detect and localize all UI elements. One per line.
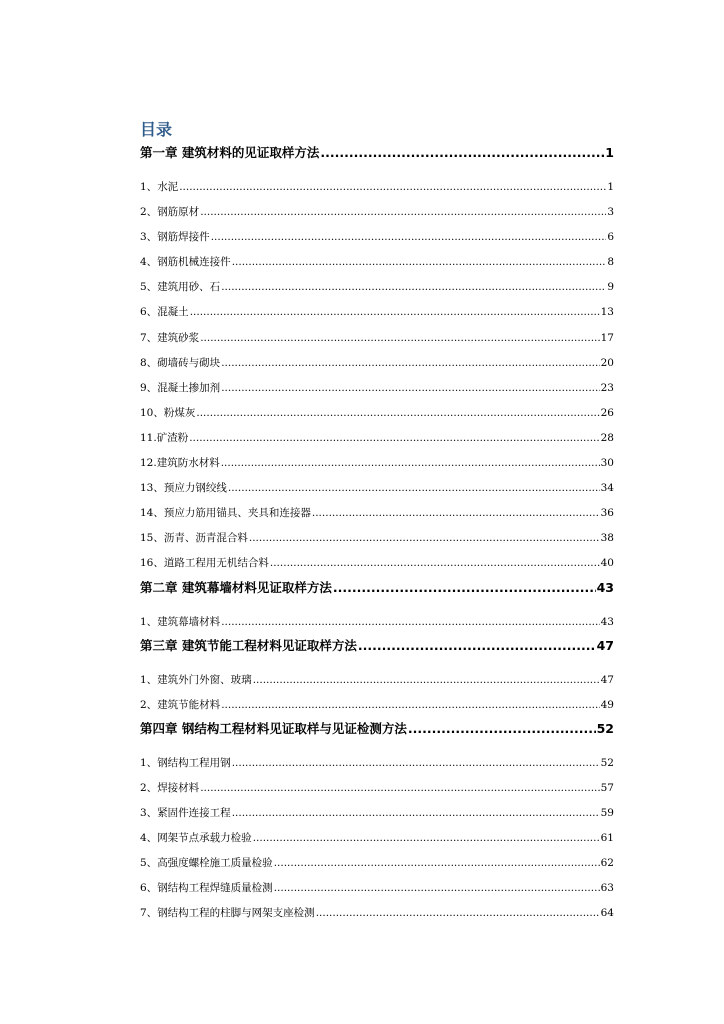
section-title: 焊接材料 bbox=[157, 781, 200, 794]
section-number: 10、 bbox=[140, 406, 164, 419]
section-label bbox=[140, 751, 231, 776]
section-title: 砌墙砖与砌块 bbox=[157, 356, 221, 369]
section-page-number: 61 bbox=[600, 832, 614, 845]
section-number: 1、 bbox=[140, 181, 158, 193]
dot-leader bbox=[270, 551, 600, 576]
toc-section-entry[interactable] bbox=[140, 801, 614, 826]
dot-leader bbox=[253, 826, 600, 851]
section-title: 建筑砂浆 bbox=[157, 331, 200, 344]
dot-leader bbox=[189, 426, 599, 451]
toc-chapter-entry[interactable] bbox=[140, 577, 614, 599]
section-label bbox=[140, 426, 188, 451]
dot-leader bbox=[200, 326, 599, 351]
section-title: 道路工程用无机结合料 bbox=[163, 557, 269, 570]
section-page-number: 20 bbox=[600, 356, 614, 369]
dot-leader bbox=[211, 225, 607, 250]
toc-section-entry[interactable] bbox=[140, 901, 614, 926]
section-page-number: 63 bbox=[600, 882, 614, 895]
dot-leader bbox=[232, 250, 607, 275]
toc-section-entry[interactable] bbox=[140, 501, 614, 526]
section-page-number: 49 bbox=[600, 698, 614, 711]
section-number: 16、 bbox=[140, 557, 164, 570]
section-page-number: 36 bbox=[600, 507, 614, 520]
section-number: 1、 bbox=[140, 673, 158, 686]
toc-title: 目录 bbox=[140, 120, 173, 139]
section-page-number: 57 bbox=[600, 781, 614, 794]
toc-section-entry[interactable] bbox=[140, 225, 614, 250]
toc-section-entry[interactable] bbox=[140, 326, 614, 351]
section-number: 13、 bbox=[140, 482, 164, 495]
section-title: 钢结构工程的柱脚与网架支座检测 bbox=[157, 907, 315, 920]
section-title: 建筑用砂、石 bbox=[157, 281, 221, 294]
section-label bbox=[140, 476, 227, 501]
dot-leader bbox=[274, 876, 600, 901]
toc-section-entry[interactable] bbox=[140, 476, 614, 501]
section-label bbox=[140, 175, 178, 200]
section-title: 沥青、沥青混合料 bbox=[163, 532, 248, 545]
section-number: 3、 bbox=[140, 231, 158, 244]
toc-section-entry[interactable] bbox=[140, 426, 614, 451]
dot-leader bbox=[221, 351, 599, 376]
dot-leader bbox=[358, 635, 596, 657]
section-label bbox=[140, 551, 269, 576]
section-number: 11. bbox=[140, 431, 157, 444]
section-number: 4、 bbox=[140, 832, 158, 845]
section-label bbox=[140, 776, 199, 801]
toc-section-entry[interactable] bbox=[140, 376, 614, 401]
section-page-number: 17 bbox=[600, 331, 614, 344]
section-page-number: 40 bbox=[600, 557, 614, 570]
section-title: 网架节点承载力检验 bbox=[157, 832, 252, 845]
section-label bbox=[140, 275, 220, 300]
dot-leader bbox=[200, 200, 606, 225]
toc-chapter-entry[interactable] bbox=[140, 142, 614, 164]
toc-section-entry[interactable] bbox=[140, 610, 614, 635]
section-number: 7、 bbox=[140, 331, 158, 344]
section-label bbox=[140, 326, 199, 351]
toc-section-entry[interactable] bbox=[140, 551, 614, 576]
section-label bbox=[140, 526, 248, 551]
section-title: 钢结构工程焊缝质量检测 bbox=[157, 882, 273, 895]
table-of-contents bbox=[140, 118, 614, 926]
section-label bbox=[140, 876, 273, 901]
section-title: 钢筋机械连接件 bbox=[157, 256, 231, 269]
section-title: 钢筋焊接件 bbox=[157, 231, 210, 244]
section-page-number: 38 bbox=[600, 532, 614, 545]
section-number: 5、 bbox=[140, 281, 158, 294]
dot-leader bbox=[232, 751, 600, 776]
section-number: 9、 bbox=[140, 381, 158, 394]
section-page-number: 1 bbox=[607, 181, 614, 193]
toc-section-entry[interactable] bbox=[140, 451, 614, 476]
toc-section-entry[interactable] bbox=[140, 751, 614, 776]
toc-section-entry[interactable] bbox=[140, 401, 614, 426]
section-label bbox=[140, 801, 231, 826]
dot-leader bbox=[179, 175, 606, 200]
chapter-page-number: 1 bbox=[605, 145, 614, 160]
dot-leader bbox=[333, 577, 596, 599]
chapter-page-number: 47 bbox=[596, 637, 614, 653]
section-title: 建筑幕墙材料 bbox=[157, 615, 221, 628]
section-label bbox=[140, 200, 199, 225]
section-page-number: 47 bbox=[600, 673, 614, 686]
section-title: 紧固件连接工程 bbox=[157, 806, 231, 819]
section-title: 建筑防水材料 bbox=[156, 457, 220, 470]
section-number: 12. bbox=[140, 457, 157, 470]
section-title: 混凝土 bbox=[157, 306, 189, 319]
section-page-number: 64 bbox=[600, 907, 614, 920]
section-number: 2、 bbox=[140, 206, 158, 219]
section-label bbox=[140, 501, 311, 526]
section-number: 6、 bbox=[140, 306, 158, 319]
section-number: 5、 bbox=[140, 857, 158, 870]
toc-section-entry[interactable] bbox=[140, 275, 614, 300]
section-label bbox=[140, 225, 210, 250]
section-label bbox=[140, 826, 252, 851]
chapter-title: 第四章 钢结构工程材料见证取样与见证检测方法 bbox=[140, 720, 407, 736]
dot-leader bbox=[196, 401, 599, 426]
section-title: 钢筋原材 bbox=[157, 206, 200, 219]
section-title: 建筑节能材料 bbox=[157, 698, 221, 711]
section-label bbox=[140, 693, 220, 718]
chapter-page-number: 43 bbox=[596, 579, 614, 595]
section-page-number: 8 bbox=[607, 256, 614, 269]
toc-section-entry[interactable] bbox=[140, 668, 614, 693]
section-label bbox=[140, 351, 220, 376]
section-page-number: 26 bbox=[600, 406, 614, 419]
section-number: 14、 bbox=[140, 507, 164, 520]
section-page-number: 43 bbox=[600, 615, 614, 628]
section-page-number: 52 bbox=[600, 756, 614, 769]
toc-section-entry[interactable] bbox=[140, 250, 614, 275]
toc-chapter-entry[interactable] bbox=[140, 635, 614, 657]
toc-section-entry[interactable] bbox=[140, 693, 614, 718]
section-label bbox=[140, 401, 195, 426]
chapter-title: 第二章 建筑幕墙材料见证取样方法 bbox=[140, 579, 332, 595]
section-title: 预应力钢绞线 bbox=[163, 482, 227, 495]
section-title: 矿渣粉 bbox=[156, 431, 189, 444]
section-number: 4、 bbox=[140, 256, 158, 269]
chapter-page-number: 52 bbox=[596, 720, 614, 736]
section-label bbox=[140, 376, 220, 401]
toc-chapter-entry[interactable] bbox=[140, 718, 614, 740]
section-number: 7、 bbox=[140, 907, 158, 920]
section-label bbox=[140, 300, 189, 325]
dot-leader bbox=[221, 451, 600, 476]
section-title: 水泥 bbox=[157, 181, 179, 193]
section-number: 2、 bbox=[140, 698, 158, 711]
section-number: 2、 bbox=[140, 781, 158, 794]
section-number: 1、 bbox=[140, 756, 158, 769]
toc-section-entry[interactable] bbox=[140, 200, 614, 225]
toc-section-entry[interactable] bbox=[140, 826, 614, 851]
dot-leader bbox=[408, 718, 596, 740]
section-page-number: 62 bbox=[600, 857, 614, 870]
section-page-number: 34 bbox=[600, 482, 614, 495]
section-number: 3、 bbox=[140, 806, 158, 819]
section-title: 建筑外门外窗、玻璃 bbox=[157, 673, 252, 686]
dot-leader bbox=[190, 300, 600, 325]
chapter-title: 第三章 建筑节能工程材料见证取样方法 bbox=[140, 637, 357, 653]
toc-section-entry[interactable] bbox=[140, 351, 614, 376]
toc-section-entry[interactable] bbox=[140, 175, 614, 200]
section-page-number: 28 bbox=[600, 431, 614, 444]
section-label bbox=[140, 451, 220, 476]
section-label bbox=[140, 610, 220, 635]
dot-leader bbox=[312, 501, 600, 526]
section-number: 1、 bbox=[140, 615, 158, 628]
section-label bbox=[140, 668, 252, 693]
toc-section-entry[interactable] bbox=[140, 876, 614, 901]
section-page-number: 6 bbox=[607, 231, 614, 244]
dot-leader bbox=[221, 376, 599, 401]
section-number: 8、 bbox=[140, 356, 158, 369]
section-page-number: 30 bbox=[600, 457, 614, 470]
toc-section-entry[interactable] bbox=[140, 300, 614, 325]
section-title: 高强度螺栓施工质量检验 bbox=[157, 857, 273, 870]
chapter-title: 第一章 建筑材料的见证取样方法 bbox=[140, 145, 320, 160]
section-label bbox=[140, 901, 315, 926]
dot-leader bbox=[228, 476, 600, 501]
section-title: 混凝土掺加剂 bbox=[157, 381, 221, 394]
dot-leader bbox=[249, 526, 600, 551]
section-page-number: 23 bbox=[600, 381, 614, 394]
section-number: 15、 bbox=[140, 532, 164, 545]
dot-leader bbox=[200, 776, 599, 801]
section-page-number: 59 bbox=[600, 806, 614, 819]
section-title: 粉煤灰 bbox=[163, 406, 196, 419]
dot-leader bbox=[320, 142, 604, 164]
dot-leader bbox=[253, 668, 600, 693]
section-page-number: 9 bbox=[607, 281, 614, 294]
dot-leader bbox=[232, 801, 600, 826]
section-number: 6、 bbox=[140, 882, 158, 895]
toc-body bbox=[140, 142, 614, 926]
section-title: 钢结构工程用钢 bbox=[157, 756, 231, 769]
section-page-number: 3 bbox=[607, 206, 614, 219]
dot-leader bbox=[221, 693, 599, 718]
toc-section-entry[interactable] bbox=[140, 776, 614, 801]
section-label bbox=[140, 250, 231, 275]
dot-leader bbox=[221, 275, 606, 300]
dot-leader bbox=[221, 610, 599, 635]
toc-section-entry[interactable] bbox=[140, 851, 614, 876]
dot-leader bbox=[274, 851, 600, 876]
section-page-number: 13 bbox=[600, 306, 614, 319]
dot-leader bbox=[316, 901, 600, 926]
toc-section-entry[interactable] bbox=[140, 526, 614, 551]
section-title: 预应力筋用锚具、夹具和连接器 bbox=[163, 507, 311, 520]
section-label bbox=[140, 851, 273, 876]
